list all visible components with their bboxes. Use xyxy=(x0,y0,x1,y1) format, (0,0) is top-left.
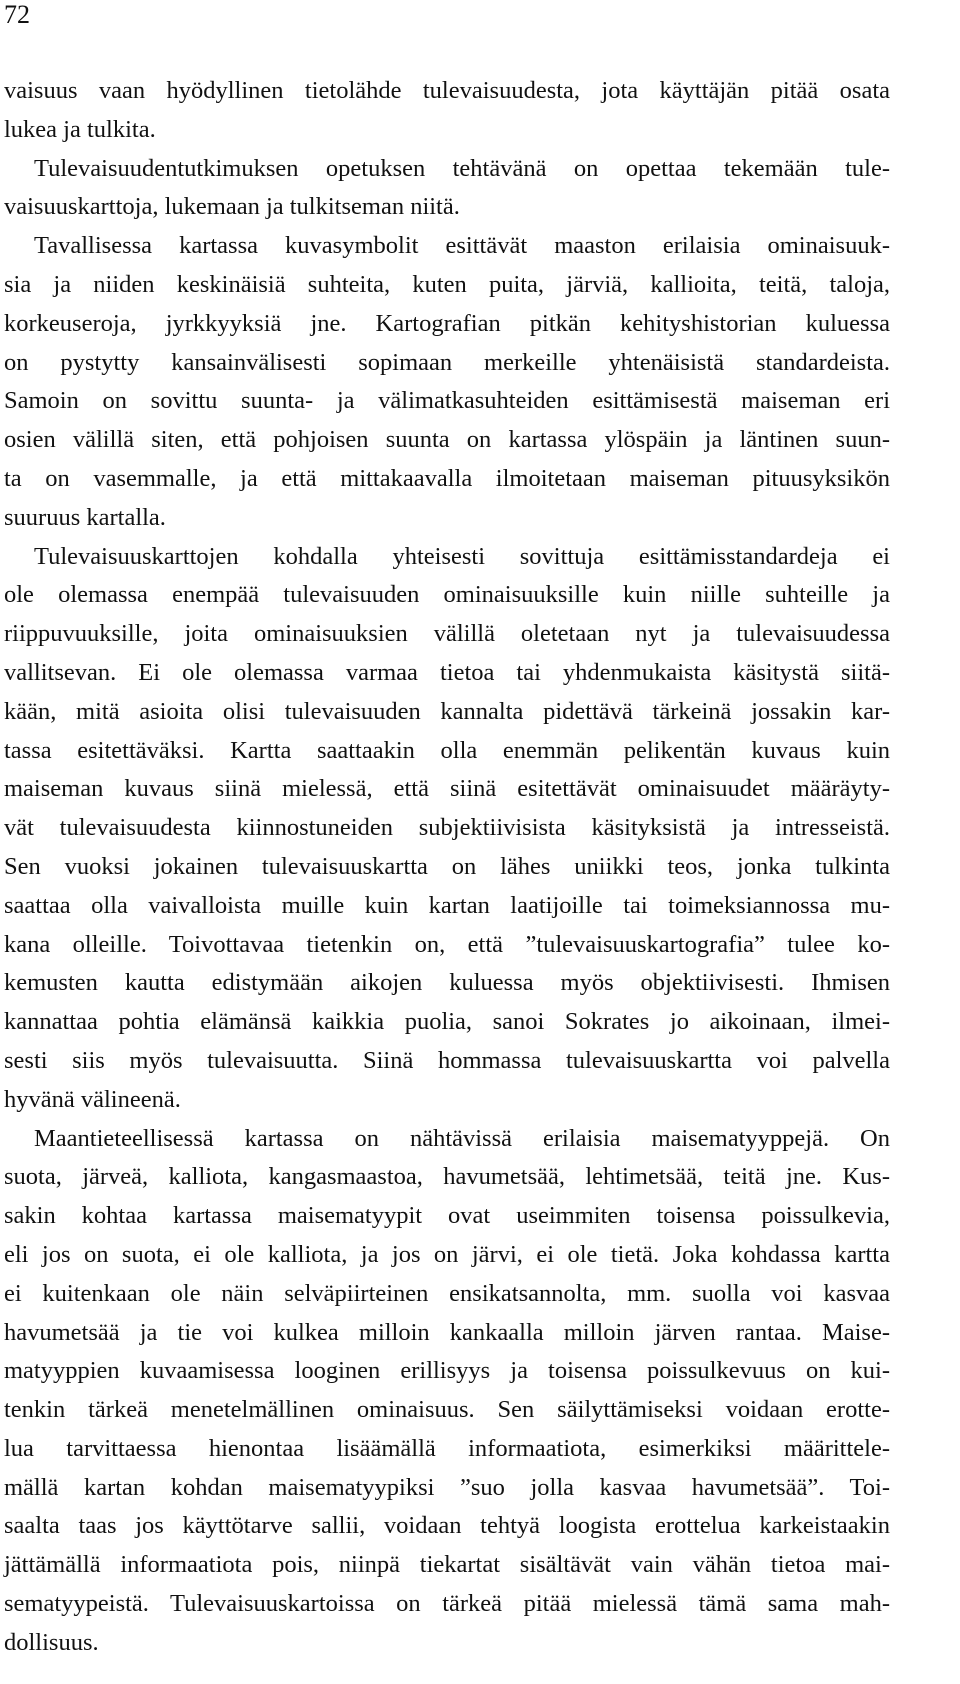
text-line: vallitsevan. Ei ole olemassa varmaa tietoa tai yhdenmukaista käsitystä siitä- xyxy=(4,658,890,686)
text-line: osien välillä siten, että pohjoisen suunta on kartassa ylöspäin ja läntinen suun- xyxy=(4,426,890,454)
text-line: vät tulevaisuudesta kiinnostuneiden subjektiivisista käsityksistä ja intresseistä. xyxy=(4,814,890,842)
text-line: Samoin on sovittu suunta- ja välimatkasuhteiden esittämisestä maiseman eri xyxy=(4,387,890,415)
text-line: ei kuitenkaan ole näin selväpiirteinen ensikatsannolta, mm. suolla voi kasvaa xyxy=(4,1279,890,1307)
paragraph-first-line: Tulevaisuuskarttojen kohdalla yhteisesti sovittuja esittämisstandardeja ei xyxy=(34,542,890,570)
paragraph-first-line: Maantieteellisessä kartassa on nähtävissä erilaisia maisematyyppejä. On xyxy=(34,1124,890,1152)
text-line: suuruus kartalla. xyxy=(4,503,166,531)
text-line: kään, mitä asioita olisi tulevaisuuden kannalta pidettävä tärkeinä jossakin kar- xyxy=(4,697,890,725)
text-line: sesti siis myös tulevaisuutta. Siinä hommassa tulevaisuuskartta voi palvella xyxy=(4,1046,890,1074)
text-line: lukea ja tulkita. xyxy=(4,115,156,143)
text-line: Sen vuoksi jokainen tulevaisuuskartta on lähes uniikki teos, jonka tulkinta xyxy=(4,852,890,880)
text-line: kana olleille. Toivottavaa tietenkin on, että ”tulevaisuuskartografia” tulee ko- xyxy=(4,930,890,958)
text-line: saalta taas jos käyttötarve sallii, voidaan tehtyä loogista erottelua karkeistaakin xyxy=(4,1512,890,1540)
text-line: jättämällä informaatiota pois, niinpä tiekartat sisältävät vain vähän tietoa mai- xyxy=(4,1551,890,1579)
text-line: vaisuus vaan hyödyllinen tietolähde tulevaisuudesta, jota käyttäjän pitää osata xyxy=(4,77,890,104)
text-line: matyyppien kuvaamisessa looginen erillisyys ja toisensa poissulkevuus on kui- xyxy=(4,1357,890,1385)
text-line: dollisuus. xyxy=(4,1628,99,1656)
text-line: tassa esitettäväksi. Kartta saattaakin olla enemmän pelikentän kuvaus kuin xyxy=(4,736,890,764)
text-line: tenkin tärkeä menetelmällinen ominaisuus. Sen säilyttämiseksi voidaan erotte- xyxy=(4,1396,890,1424)
text-line: sakin kohtaa kartassa maisematyypit ovat useimmiten toisensa poissulkevia, xyxy=(4,1202,890,1230)
text-line: mällä kartan kohdan maisematyypiksi ”suo jolla kasvaa havumetsää”. Toi- xyxy=(4,1473,890,1501)
text-line: kemusten kautta edistymään aikojen kuluessa myös objektiivisesti. Ihmisen xyxy=(4,969,890,997)
page-number: 72 xyxy=(4,0,30,29)
paragraph-first-line: Tavallisessa kartassa kuvasymbolit esittävät maaston erilaisia ominaisuuk- xyxy=(34,232,890,260)
text-line: havumetsää ja tie voi kulkea milloin kankaalla milloin järven rantaa. Maise- xyxy=(4,1318,890,1346)
text-line: on pystytty kansainvälisesti sopimaan merkeille yhtenäisistä standardeista. xyxy=(4,348,890,376)
text-line: lua tarvittaessa hienontaa lisäämällä informaatiota, esimerkiksi määrittele- xyxy=(4,1434,890,1462)
text-line: korkeuseroja, jyrkkyyksiä jne. Kartografian pitkän kehityshistorian kuluessa xyxy=(4,309,890,337)
text-line: ole olemassa enempää tulevaisuuden ominaisuuksille kuin niille suhteille ja xyxy=(4,581,890,609)
text-line: ta on vasemmalle, ja että mittakaavalla ilmoitetaan maiseman pituusyksikön xyxy=(4,464,890,492)
text-line: eli jos on suota, ei ole kalliota, ja jos on järvi, ei ole tietä. Joka kohdassa kartta xyxy=(4,1240,890,1268)
text-line: hyvänä välineenä. xyxy=(4,1085,181,1113)
text-line: suota, järveä, kalliota, kangasmaastoa, havumetsää, lehtimetsää, teitä jne. Kus- xyxy=(4,1163,890,1191)
body-text xyxy=(4,72,890,1663)
text-line: vaisuuskarttoja, lukemaan ja tulkitseman niitä. xyxy=(4,193,460,221)
text-line: sia ja niiden keskinäisiä suhteita, kuten puita, järviä, kallioita, teitä, taloja, xyxy=(4,270,890,298)
text-line: maiseman kuvaus siinä mielessä, että siinä esitettävät ominaisuudet määräyty- xyxy=(4,775,890,803)
text-line: saattaa olla vaivalloista muille kuin kartan laatijoille tai toimeksiannossa mu- xyxy=(4,891,890,919)
text-line: kannattaa pohtia elämänsä kaikkia puolia, sanoi Sokrates jo aikoinaan, ilmei- xyxy=(4,1008,890,1036)
text-line: riippuvuuksille, joita ominaisuuksien välillä oletetaan nyt ja tulevaisuudessa xyxy=(4,620,890,648)
paragraph-first-line: Tulevaisuudentutkimuksen opetuksen tehtävänä on opettaa tekemään tule- xyxy=(34,154,890,182)
text-line: sematyypeistä. Tulevaisuuskartoissa on tärkeä pitää mielessä tämä sama mah- xyxy=(4,1590,890,1618)
